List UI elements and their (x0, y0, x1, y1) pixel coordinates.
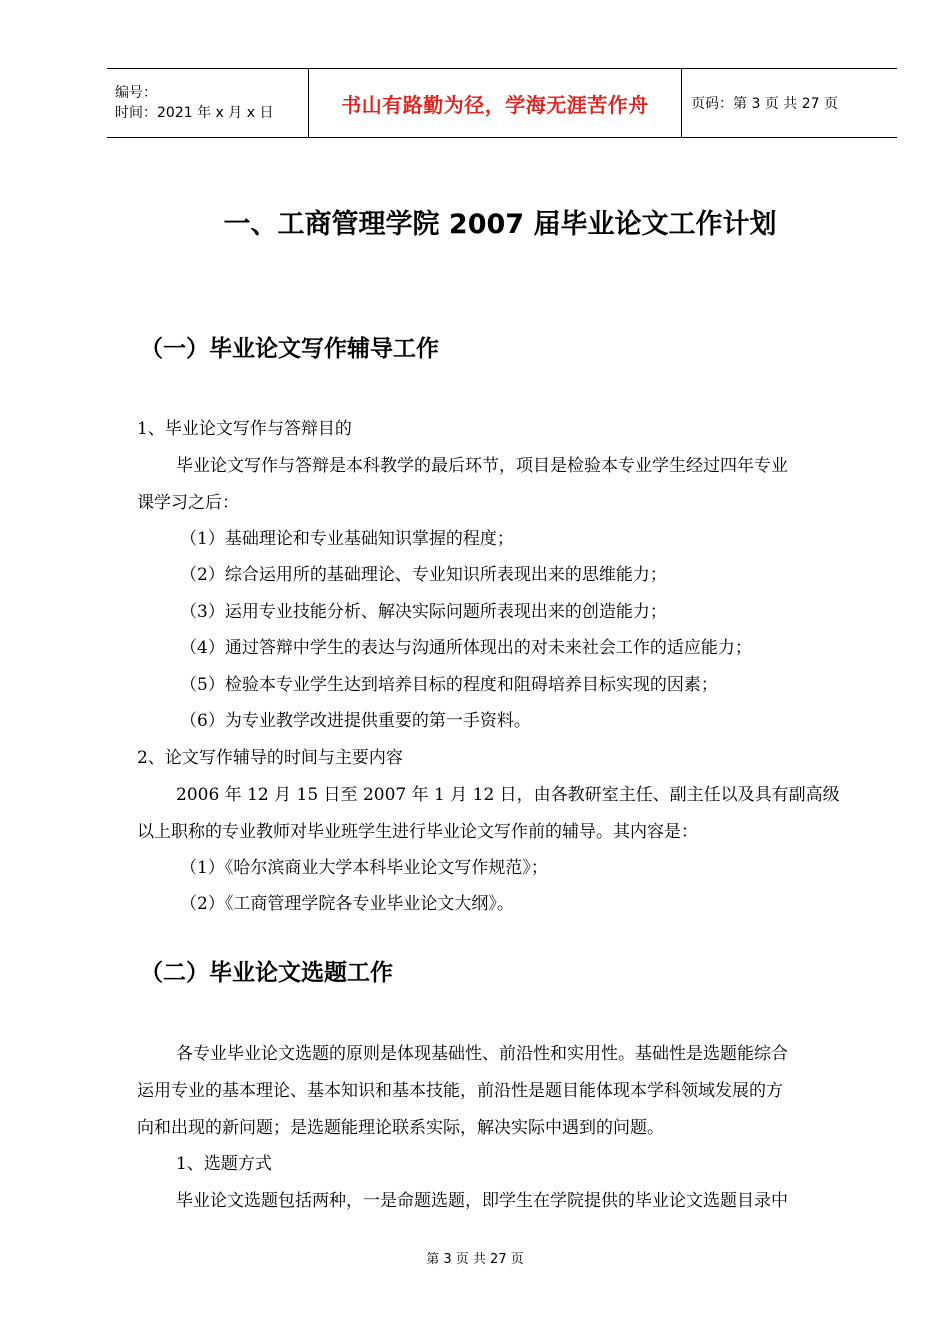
header-left-cell (107, 69, 309, 137)
subheading-purpose: 1、毕业论文写作与答辩目的 (137, 419, 352, 439)
paragraph-line: 课学习之后： (137, 493, 239, 513)
page-header (107, 68, 897, 138)
list-item: （1）《哈尔滨商业大学本科毕业论文写作规范》； (180, 858, 548, 878)
paragraph-line: 2006 年 12 月 15 日至 2007 年 1 月 12 日，由各教研室主任、副主任以及具有副高级 (176, 785, 840, 805)
document-title: 一、工商管理学院 2007 届毕业论文工作计划 (223, 209, 777, 240)
page-footer: 第 3 页 共 27 页 (426, 1252, 524, 1267)
paragraph-line: 毕业论文写作与答辩是本科教学的最后环节，项目是检验本专业学生经过四年专业 (176, 456, 788, 476)
paragraph-line: 向和出现的新问题；是选题能理论联系实际，解决实际中遇到的问题。 (137, 1118, 664, 1138)
list-item: （1）基础理论和专业基础知识掌握的程度； (180, 529, 514, 549)
header-middle-cell (309, 69, 682, 137)
list-item: （4）通过答辩中学生的表达与沟通所体现出的对未来社会工作的适应能力； (180, 638, 752, 658)
time-label: 时间：2021 年 x 月 x 日 (115, 105, 274, 121)
paragraph-line: 毕业论文选题包括两种，一是命题选题，即学生在学院提供的毕业论文选题目录中 (176, 1191, 788, 1211)
header-right-cell (682, 69, 897, 137)
paragraph-line: 各专业毕业论文选题的原则是体现基础性、前沿性和实用性。基础性是选题能综合 (176, 1044, 788, 1064)
motto-text: 书山有路勤为径，学海无涯苦作舟 (341, 92, 649, 117)
number-label: 编号： (115, 85, 157, 101)
section-heading-2: （二）毕业论文选题工作 (140, 960, 393, 986)
paragraph-line: 运用专业的基本理论、基本知识和基本技能，前沿性是题目能体现本学科领域发展的方 (137, 1081, 783, 1101)
paragraph-line: 以上职称的专业教师对毕业班学生进行毕业论文写作前的辅导。其内容是： (137, 822, 698, 842)
section-heading-1: （一）毕业论文写作辅导工作 (140, 336, 439, 362)
page-info: 页码：第 3 页 共 27 页 (691, 96, 838, 112)
subheading-method: 1、选题方式 (176, 1154, 272, 1174)
list-item: （5）检验本专业学生达到培养目标的程度和阻碍培养目标实现的因素； (180, 675, 718, 695)
list-item: （6）为专业教学改进提供重要的第一手资料。 (180, 711, 531, 731)
list-item: （3）运用专业技能分析、解决实际问题所表现出来的创造能力； (180, 602, 667, 622)
list-item: （2）综合运用所的基础理论、专业知识所表现出来的思维能力； (180, 565, 667, 585)
list-item: （2）《工商管理学院各专业毕业论文大纲》。 (180, 894, 514, 914)
subheading-schedule: 2、论文写作辅导的时间与主要内容 (137, 748, 403, 768)
